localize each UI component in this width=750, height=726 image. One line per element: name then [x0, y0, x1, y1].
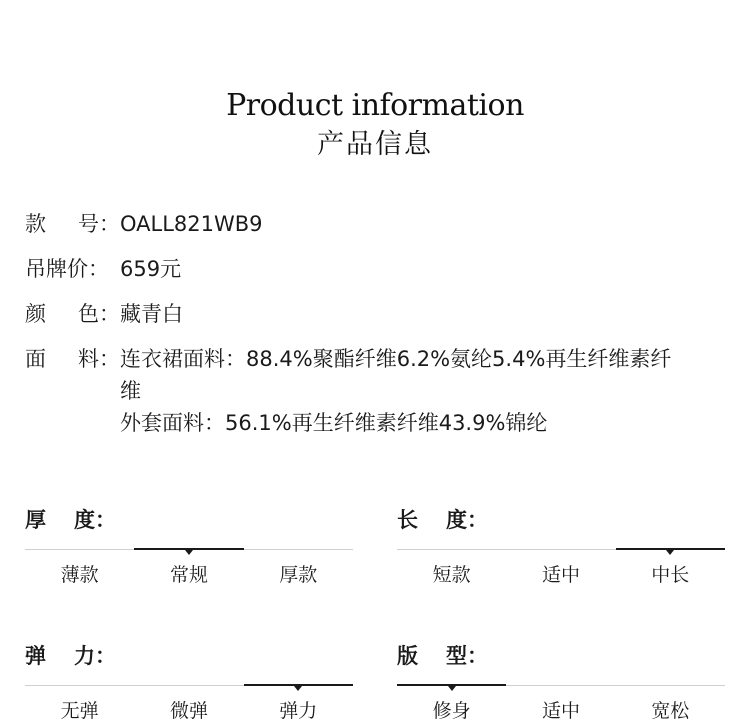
length-scale: [397, 549, 725, 590]
style-number-label: 款 号：: [25, 212, 120, 236]
material-coat-line: 外套面料：56.1%再生纤维素纤维43.9%锦纶: [120, 411, 548, 435]
length-spec: [397, 505, 725, 590]
price-label: 吊牌价：: [25, 257, 109, 281]
style-number-row: [25, 208, 725, 240]
elasticity-scale: [25, 685, 353, 726]
selected-marker-icon: [448, 686, 456, 691]
thickness-option-1: 薄款: [60, 564, 99, 586]
selected-marker-icon: [666, 550, 674, 555]
fit-scale: [397, 685, 725, 726]
thickness-label: 厚 度：: [25, 508, 116, 532]
fit-option-1: 修身: [432, 700, 471, 722]
color-label: 颜 色：: [25, 302, 120, 326]
elasticity-segment-3: [244, 684, 353, 686]
thickness-option-2: 常规: [169, 564, 208, 586]
material-value: [120, 343, 725, 439]
elasticity-option-3: 弹力: [279, 700, 318, 722]
length-option-3: 中长: [651, 564, 690, 586]
fit-segment-1: [397, 684, 506, 686]
length-segment-3: [616, 548, 725, 550]
product-info-list: [25, 208, 725, 452]
style-number-value: OALL821WB9: [120, 212, 263, 236]
length-label: 长 度：: [397, 508, 488, 532]
thickness-segment-2: [134, 548, 243, 550]
price-value: 659元: [120, 257, 182, 281]
title-chinese: 产品信息: [317, 129, 433, 160]
length-option-2: 适中: [541, 564, 580, 586]
thickness-spec: [25, 505, 353, 590]
fit-option-2: 适中: [541, 700, 580, 722]
title-english: Product information: [226, 88, 524, 123]
elasticity-spec: [25, 641, 353, 726]
elasticity-option-2: 微弹: [169, 700, 208, 722]
elasticity-label: 弹 力：: [25, 644, 116, 668]
material-label: 面 料：: [25, 347, 120, 371]
thickness-option-3: 厚款: [279, 564, 318, 586]
thickness-scale: [25, 549, 353, 590]
material-dress-line: 连衣裙面料：88.4%聚酯纤维6.2%氨纶5.4%再生纤维素纤: [120, 347, 672, 371]
length-option-1: 短款: [432, 564, 471, 586]
fit-option-3: 宽松: [651, 700, 690, 722]
price-row: [25, 253, 725, 285]
material-row: [25, 343, 725, 439]
fit-label: 版 型：: [397, 644, 488, 668]
fit-spec: [397, 641, 725, 726]
selected-marker-icon: [185, 550, 193, 555]
color-row: [25, 298, 725, 330]
material-dress-line-wrap: 维: [120, 379, 141, 403]
elasticity-option-1: 无弹: [60, 700, 99, 722]
selected-marker-icon: [294, 686, 302, 691]
color-value: 藏青白: [120, 302, 183, 326]
